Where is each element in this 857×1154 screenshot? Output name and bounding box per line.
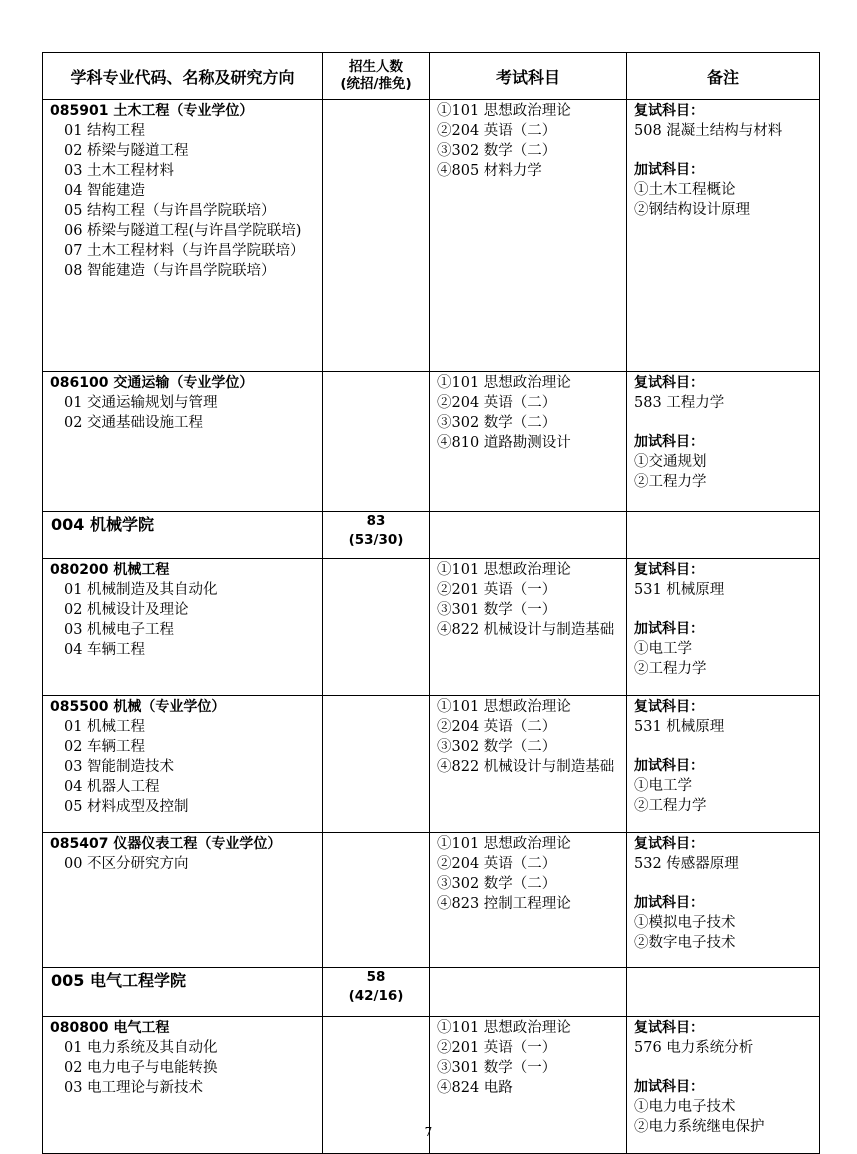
research-direction: 04 机器人工程	[64, 779, 160, 795]
extra-subject: ①电工学	[634, 641, 692, 657]
admissions-table	[42, 52, 820, 1154]
quota-split: (42/16)	[348, 988, 404, 1004]
exam-subject: ②204 英语（二）	[437, 123, 557, 139]
note-cell	[627, 696, 820, 833]
college-quota-cell	[323, 968, 430, 1017]
research-direction: 01 交通运输规划与管理	[64, 395, 218, 411]
retest-label: 复试科目：	[634, 375, 704, 391]
exam-subject: ④810 道路勘测设计	[437, 435, 571, 451]
exam-subject: ①101 思想政治理论	[437, 1020, 571, 1036]
note-spacer	[634, 1058, 813, 1077]
major-cell	[43, 559, 323, 696]
extra-label: 加试科目：	[634, 162, 704, 178]
page-number: 7	[424, 1125, 433, 1139]
exam-subject: ②201 英语（一）	[437, 1040, 557, 1056]
research-direction: 04 车辆工程	[64, 642, 146, 658]
major-block	[43, 372, 322, 433]
exam-subject: ①101 思想政治理论	[437, 699, 571, 715]
college-row	[43, 968, 820, 1017]
note-block	[627, 100, 819, 220]
header-major: 学科专业代码、名称及研究方向	[43, 53, 323, 100]
research-direction: 03 电工理论与新技术	[64, 1080, 204, 1096]
header-quota	[323, 53, 430, 100]
major-cell	[43, 100, 323, 372]
major-row	[43, 696, 820, 833]
major-title: 080800 电气工程	[50, 1020, 170, 1036]
major-block	[43, 100, 322, 281]
exam-subject: ③302 数学（二）	[437, 415, 557, 431]
research-direction: 06 桥梁与隧道工程(与许昌学院联培)	[64, 223, 302, 239]
extra-subject: ②工程力学	[634, 661, 707, 677]
exam-cell	[430, 696, 627, 833]
retest-subject: 583 工程力学	[634, 395, 725, 411]
exam-list	[430, 833, 626, 914]
table-header-row	[43, 53, 820, 100]
research-direction: 03 智能制造技术	[64, 759, 175, 775]
header-quota-line1: 招生人数	[349, 59, 403, 75]
exam-cell	[430, 100, 627, 372]
note-block	[627, 833, 819, 953]
quota-cell	[323, 372, 430, 512]
research-direction: 05 材料成型及控制	[64, 799, 189, 815]
note-cell	[627, 968, 820, 1017]
retest-label: 复试科目：	[634, 103, 704, 119]
quota-cell	[323, 100, 430, 372]
exam-subject: ①101 思想政治理论	[437, 836, 571, 852]
exam-subject: ④822 机械设计与制造基础	[437, 622, 615, 638]
retest-label: 复试科目：	[634, 699, 704, 715]
note-block	[627, 559, 819, 679]
major-row	[43, 833, 820, 968]
major-cell	[43, 696, 323, 833]
extra-label: 加试科目：	[634, 1079, 704, 1095]
note-cell	[627, 512, 820, 559]
major-row	[43, 559, 820, 696]
exam-list	[430, 559, 626, 640]
retest-subject: 532 传感器原理	[634, 856, 739, 872]
quota-split: (53/30)	[348, 532, 404, 548]
research-direction: 01 机械工程	[64, 719, 146, 735]
exam-subject: ③301 数学（一）	[437, 602, 557, 618]
extra-subject: ①电力电子技术	[634, 1099, 736, 1115]
note-cell	[627, 833, 820, 968]
major-cell	[43, 833, 323, 968]
exam-subject: ③302 数学（二）	[437, 876, 557, 892]
college-quota-cell	[323, 512, 430, 559]
exam-subject: ②201 英语（一）	[437, 582, 557, 598]
college-name-cell	[43, 512, 323, 559]
extra-subject: ②工程力学	[634, 798, 707, 814]
extra-subject: ②电力系统继电保护	[634, 1119, 765, 1135]
exam-list	[430, 372, 626, 453]
major-title: 086100 交通运输（专业学位）	[50, 375, 254, 391]
quota-total: 58	[366, 969, 386, 985]
extra-subject: ②工程力学	[634, 474, 707, 490]
note-block	[627, 372, 819, 492]
exam-subject: ③302 数学（二）	[437, 143, 557, 159]
major-block	[43, 696, 322, 817]
header-quota-line2: (统招/推免)	[340, 76, 412, 92]
major-row	[43, 372, 820, 512]
major-row	[43, 100, 820, 372]
research-direction: 08 智能建造（与许昌学院联培）	[64, 263, 276, 279]
exam-subject: ②204 英语（二）	[437, 856, 557, 872]
exam-subject: ④824 电路	[437, 1080, 513, 1096]
retest-subject: 576 电力系统分析	[634, 1040, 754, 1056]
note-cell	[627, 100, 820, 372]
college-name-cell	[43, 968, 323, 1017]
exam-cell	[430, 512, 627, 559]
extra-label: 加试科目：	[634, 621, 704, 637]
retest-subject: 531 机械原理	[634, 719, 725, 735]
research-direction: 03 土木工程材料	[64, 163, 175, 179]
retest-label: 复试科目：	[634, 562, 704, 578]
note-spacer	[634, 737, 813, 756]
college-row	[43, 512, 820, 559]
extra-subject: ①交通规划	[634, 454, 707, 470]
quota-cell	[323, 559, 430, 696]
quota-block	[323, 512, 429, 550]
exam-subject: ③302 数学（二）	[437, 739, 557, 755]
extra-label: 加试科目：	[634, 758, 704, 774]
extra-subject: ①土木工程概论	[634, 182, 736, 198]
exam-cell	[430, 559, 627, 696]
extra-subject: ①电工学	[634, 778, 692, 794]
major-block	[43, 833, 322, 874]
research-direction: 04 智能建造	[64, 183, 146, 199]
research-direction: 03 机械电子工程	[64, 622, 175, 638]
research-direction: 02 电力电子与电能转换	[64, 1060, 218, 1076]
note-block	[627, 696, 819, 816]
note-spacer	[634, 600, 813, 619]
retest-label: 复试科目：	[634, 1020, 704, 1036]
major-block	[43, 1017, 322, 1098]
note-spacer	[634, 874, 813, 893]
research-direction: 05 结构工程（与许昌学院联培）	[64, 203, 276, 219]
research-direction: 02 机械设计及理论	[64, 602, 189, 618]
exam-list	[430, 696, 626, 777]
major-title: 080200 机械工程	[50, 562, 170, 578]
research-direction: 01 机械制造及其自动化	[64, 582, 218, 598]
retest-label: 复试科目：	[634, 836, 704, 852]
exam-list	[430, 100, 626, 181]
college-name: 005 电气工程学院	[51, 971, 186, 990]
quota-cell	[323, 833, 430, 968]
exam-cell	[430, 968, 627, 1017]
major-cell	[43, 372, 323, 512]
research-direction: 02 交通基础设施工程	[64, 415, 204, 431]
exam-subject: ①101 思想政治理论	[437, 562, 571, 578]
quota-block	[323, 968, 429, 1006]
exam-subject: ④822 机械设计与制造基础	[437, 759, 615, 775]
major-title: 085500 机械（专业学位）	[50, 699, 226, 715]
extra-label: 加试科目：	[634, 895, 704, 911]
exam-subject: ②204 英语（二）	[437, 719, 557, 735]
extra-subject: ①模拟电子技术	[634, 915, 736, 931]
extra-subject: ②钢结构设计原理	[634, 202, 750, 218]
exam-subject: ①101 思想政治理论	[437, 103, 571, 119]
research-direction: 02 车辆工程	[64, 739, 146, 755]
research-direction: 01 结构工程	[64, 123, 146, 139]
college-name: 004 机械学院	[51, 515, 154, 534]
exam-cell	[430, 833, 627, 968]
extra-subject: ②数字电子技术	[634, 935, 736, 951]
retest-subject: 531 机械原理	[634, 582, 725, 598]
note-spacer	[634, 141, 813, 160]
header-exam: 考试科目	[430, 53, 627, 100]
research-direction: 07 土木工程材料（与许昌学院联培）	[64, 243, 305, 259]
note-block	[627, 1017, 819, 1137]
retest-subject: 508 混凝土结构与材料	[634, 123, 783, 139]
extra-label: 加试科目：	[634, 434, 704, 450]
exam-subject: ④805 材料力学	[437, 163, 542, 179]
note-cell	[627, 559, 820, 696]
exam-subject: ①101 思想政治理论	[437, 375, 571, 391]
exam-subject: ②204 英语（二）	[437, 395, 557, 411]
major-block	[43, 559, 322, 660]
exam-cell	[430, 372, 627, 512]
quota-cell	[323, 696, 430, 833]
major-title: 085901 土木工程（专业学位）	[50, 103, 254, 119]
research-direction: 02 桥梁与隧道工程	[64, 143, 189, 159]
quota-total: 83	[366, 513, 386, 529]
header-note: 备注	[627, 53, 820, 100]
exam-subject: ④823 控制工程理论	[437, 896, 571, 912]
note-spacer	[634, 413, 813, 432]
major-title: 085407 仪器仪表工程（专业学位）	[50, 836, 282, 852]
research-direction: 00 不区分研究方向	[64, 856, 189, 872]
exam-list	[430, 1017, 626, 1098]
note-cell	[627, 372, 820, 512]
research-direction: 01 电力系统及其自动化	[64, 1040, 218, 1056]
exam-subject: ③301 数学（一）	[437, 1060, 557, 1076]
